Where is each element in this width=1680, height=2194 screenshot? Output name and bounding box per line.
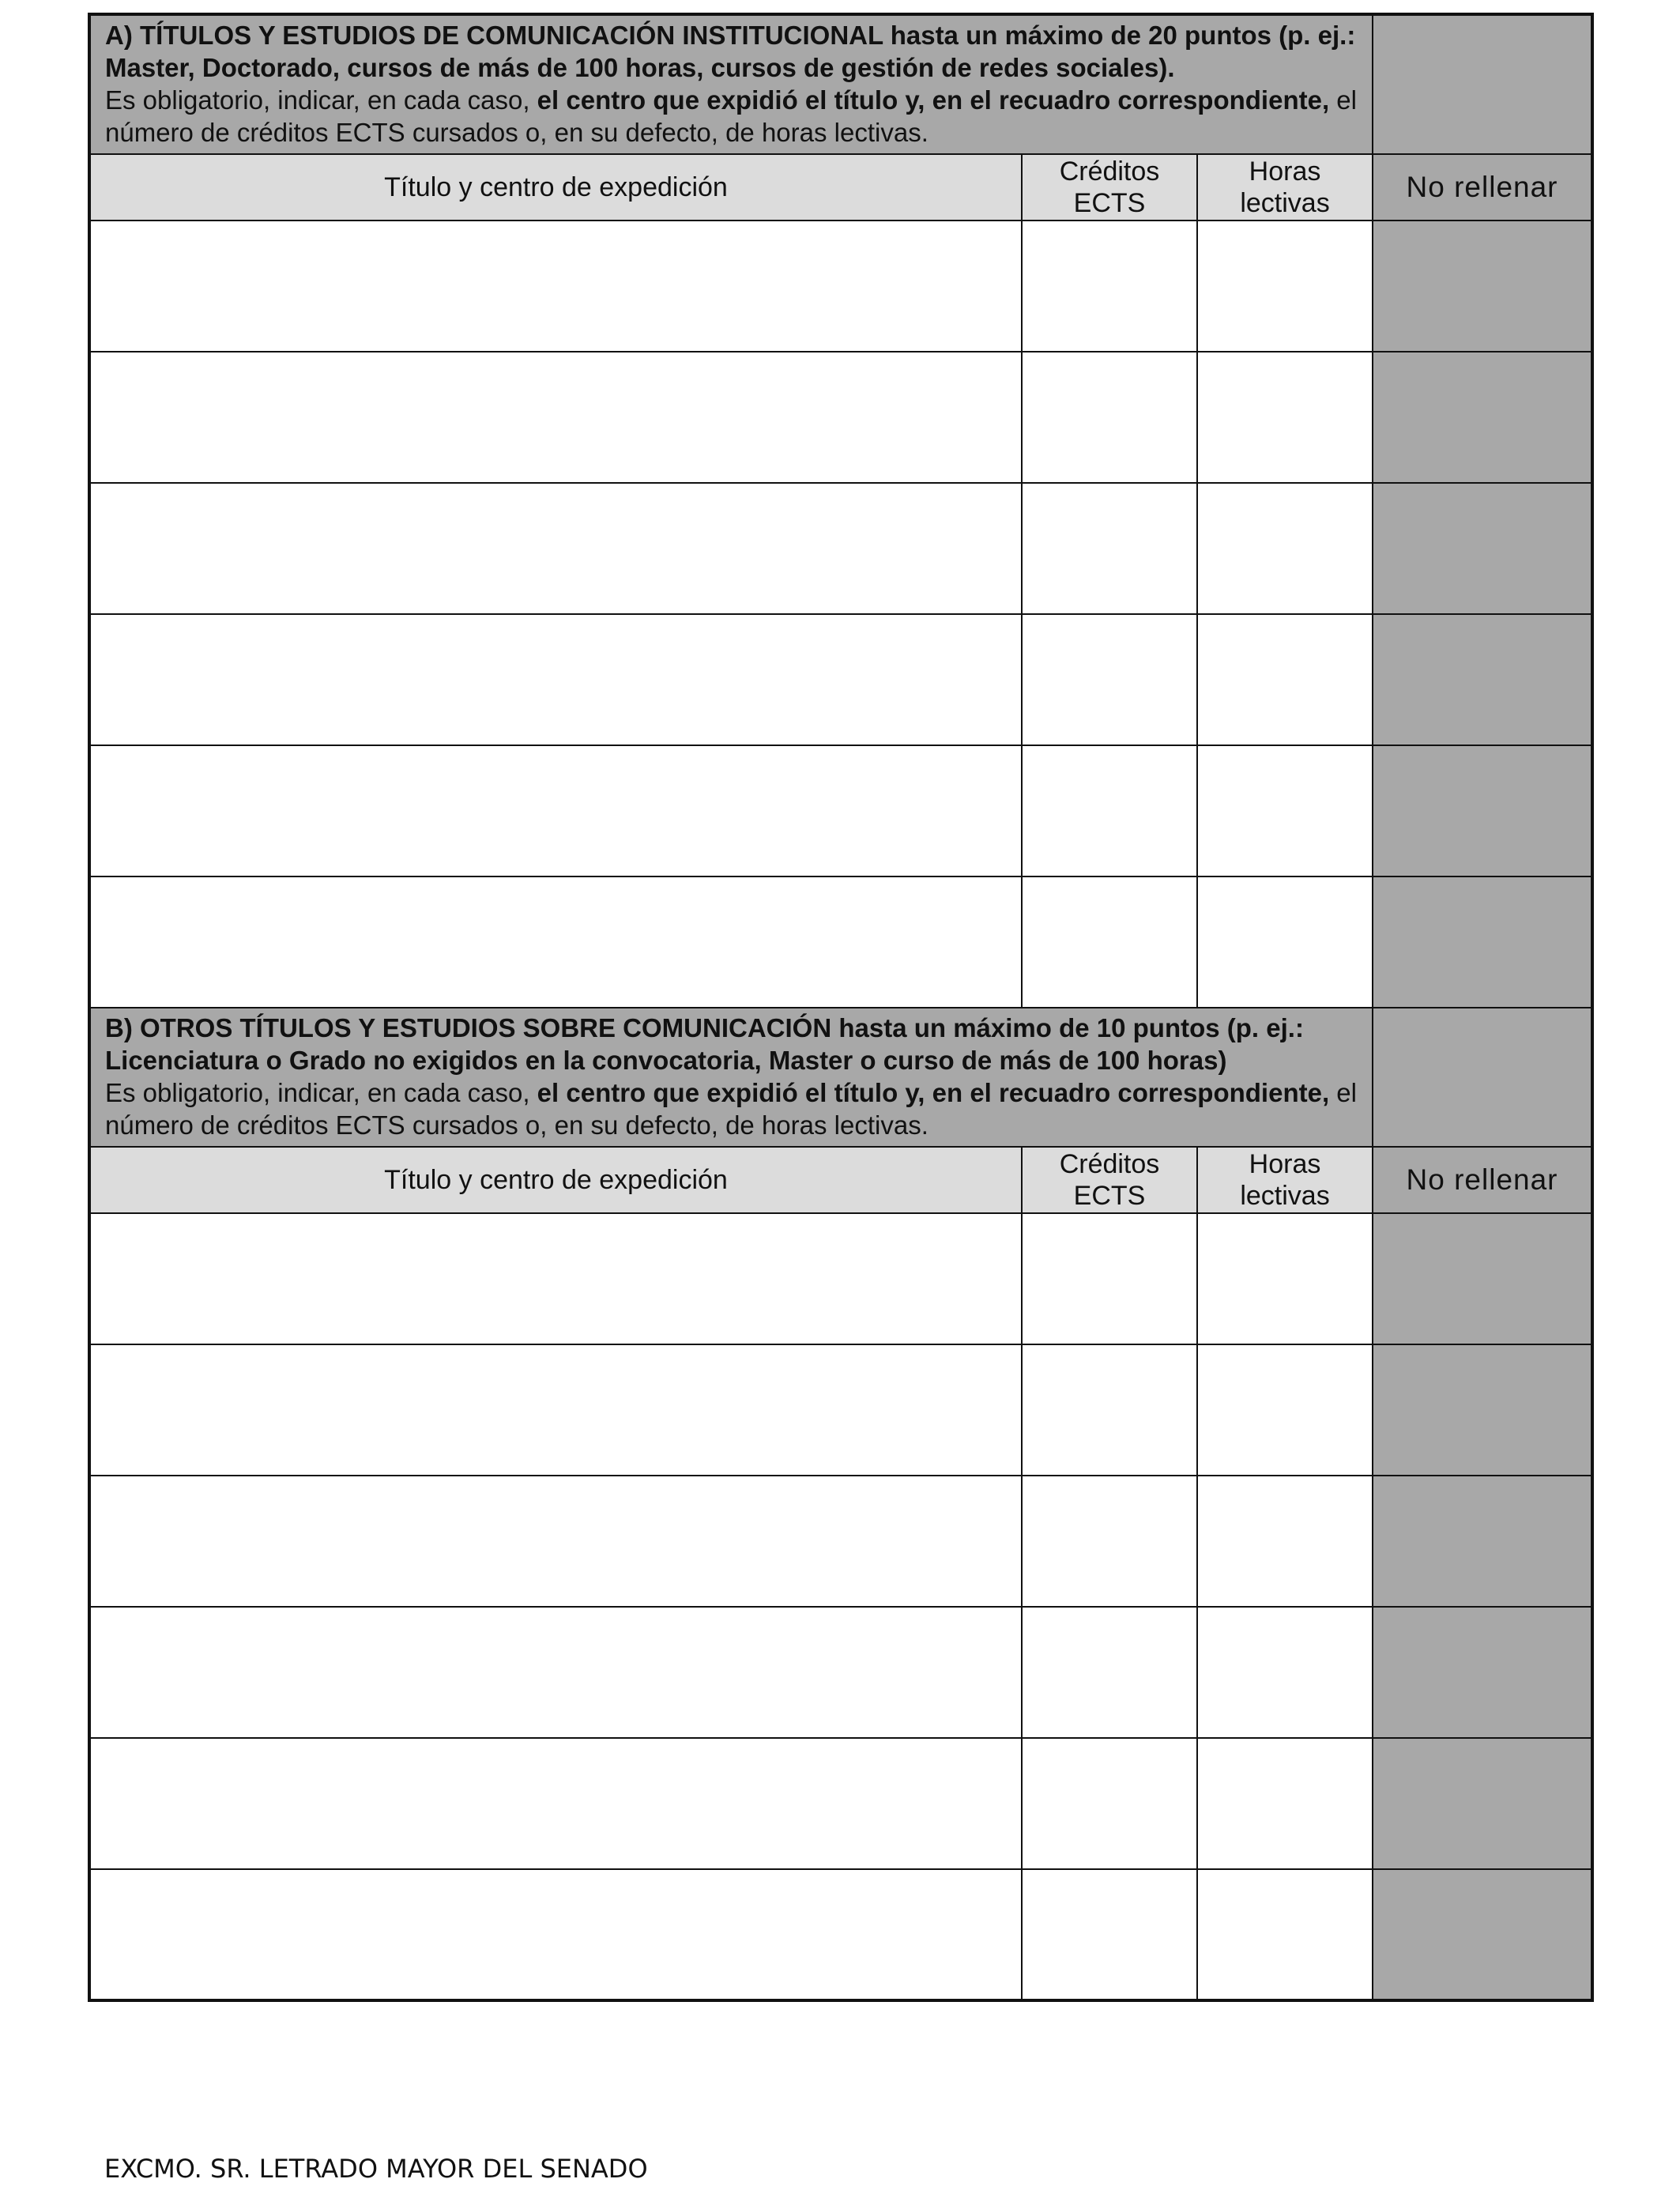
no-fill-cell [1373,1344,1592,1476]
title-input-cell[interactable] [89,352,1022,483]
ects-input-cell[interactable] [1022,614,1197,745]
table-row [89,352,1592,483]
titles-form-table [88,13,1594,2002]
col-no-fill-header: No rellenar [1373,154,1592,221]
ects-input-cell[interactable] [1022,1738,1197,1869]
section-b-description [89,1008,1373,1147]
ects-input-cell[interactable] [1022,352,1197,483]
title-input-cell[interactable] [89,1476,1022,1607]
col-title-header: Título y centro de expedición [89,154,1022,221]
ects-input-cell[interactable] [1022,1213,1197,1344]
hours-input-cell[interactable] [1197,483,1373,614]
hours-input-cell[interactable] [1197,352,1373,483]
no-fill-cell [1373,1738,1592,1869]
section-b-column-headers [89,1147,1592,1213]
title-input-cell[interactable] [89,614,1022,745]
title-input-cell[interactable] [89,1869,1022,2000]
no-fill-cell [1373,221,1592,352]
title-input-cell[interactable] [89,745,1022,876]
title-input-cell[interactable] [89,1213,1022,1344]
ects-input-cell[interactable] [1022,221,1197,352]
hours-input-cell[interactable] [1197,1213,1373,1344]
section-a-header [89,14,1592,154]
section-b-gray-cell [1373,1008,1592,1147]
col-no-fill-header: No rellenar [1373,1147,1592,1213]
table-row [89,745,1592,876]
ects-input-cell[interactable] [1022,876,1197,1008]
ects-input-cell[interactable] [1022,1607,1197,1738]
col-ects-header: Créditos ECTS [1022,1147,1197,1213]
recipient-footer: EXCMO. SR. LETRADO MAYOR DEL SENADO [104,2154,648,2184]
hours-input-cell[interactable] [1197,745,1373,876]
ects-input-cell[interactable] [1022,1476,1197,1607]
title-input-cell[interactable] [89,221,1022,352]
col-ects-header: Créditos ECTS [1022,154,1197,221]
no-fill-cell [1373,1607,1592,1738]
section-b-note: Es obligatorio, indicar, en cada caso, el centro que expidió el título y, en el recuadro correspondiente, el número de créditos ECTS cursados o, en su defecto, de horas lectivas. [105,1078,1357,1140]
col-hours-header: Horas lectivas [1197,1147,1373,1213]
table-row [89,1738,1592,1869]
table-row [89,483,1592,614]
title-input-cell[interactable] [89,1607,1022,1738]
hours-input-cell[interactable] [1197,1344,1373,1476]
no-fill-cell [1373,352,1592,483]
table-row [89,614,1592,745]
no-fill-cell [1373,483,1592,614]
hours-input-cell[interactable] [1197,1476,1373,1607]
no-fill-cell [1373,1213,1592,1344]
section-a-column-headers [89,154,1592,221]
ects-input-cell[interactable] [1022,483,1197,614]
ects-input-cell[interactable] [1022,1869,1197,2000]
ects-input-cell[interactable] [1022,1344,1197,1476]
table-row [89,1476,1592,1607]
table-row [89,876,1592,1008]
hours-input-cell[interactable] [1197,614,1373,745]
table-row [89,1869,1592,2000]
hours-input-cell[interactable] [1197,221,1373,352]
table-row [89,221,1592,352]
section-a-gray-cell [1373,14,1592,154]
table-row [89,1213,1592,1344]
title-input-cell[interactable] [89,1738,1022,1869]
section-a-heading: A) TÍTULOS Y ESTUDIOS DE COMUNICACIÓN INSTITUCIONAL hasta un máximo de 20 puntos (p. ej.: Master, Doctorado, cursos de más de 100 horas, cursos de gestión de redes sociales). [105,21,1356,82]
no-fill-cell [1373,1869,1592,2000]
no-fill-cell [1373,745,1592,876]
hours-input-cell[interactable] [1197,1869,1373,2000]
title-input-cell[interactable] [89,876,1022,1008]
table-row [89,1607,1592,1738]
section-a-description [89,14,1373,154]
ects-input-cell[interactable] [1022,745,1197,876]
section-b-header [89,1008,1592,1147]
hours-input-cell[interactable] [1197,876,1373,1008]
col-hours-header: Horas lectivas [1197,154,1373,221]
section-a-note: Es obligatorio, indicar, en cada caso, el centro que expidió el título y, en el recuadro correspondiente, el número de créditos ECTS cursados o, en su defecto, de horas lectivas. [105,85,1357,147]
hours-input-cell[interactable] [1197,1738,1373,1869]
section-b-heading: B) OTROS TÍTULOS Y ESTUDIOS SOBRE COMUNICACIÓN hasta un máximo de 10 puntos (p. ej.: Licenciatura o Grado no exigidos en la convocatoria, Master o curso de más de 100 horas) [105,1013,1304,1075]
no-fill-cell [1373,876,1592,1008]
title-input-cell[interactable] [89,1344,1022,1476]
hours-input-cell[interactable] [1197,1607,1373,1738]
col-title-header: Título y centro de expedición [89,1147,1022,1213]
table-row [89,1344,1592,1476]
title-input-cell[interactable] [89,483,1022,614]
no-fill-cell [1373,614,1592,745]
no-fill-cell [1373,1476,1592,1607]
